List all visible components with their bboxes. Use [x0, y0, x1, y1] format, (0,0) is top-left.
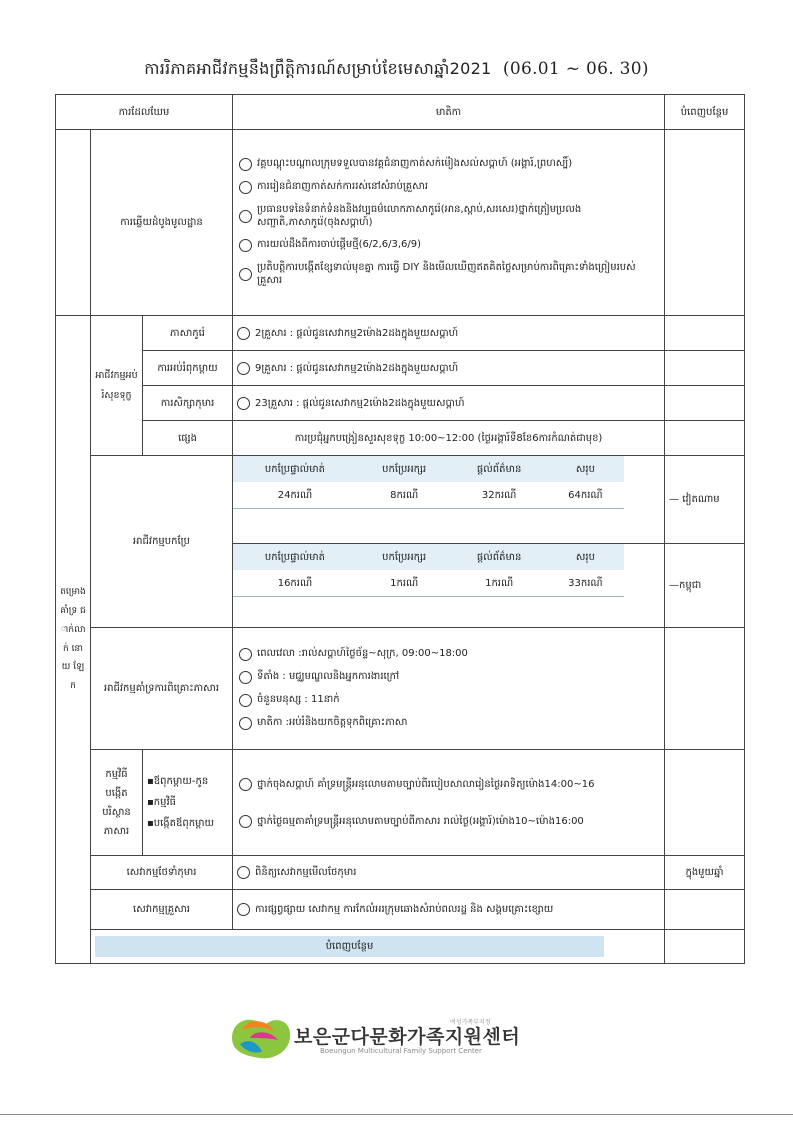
translation-label: អាជីវកម្មបកប្រែ: [91, 456, 233, 628]
visit-row: [56, 386, 745, 421]
table-cell: 24ករណី: [233, 482, 357, 509]
radio-circle-icon: [239, 815, 252, 828]
visit-text: 9គ្រួសារ : ផ្តល់ជូនសេវាកម្ម2ម៉ោង2ដងក្នុងមួយសប្តាហ៍: [255, 362, 459, 374]
visit-row: [56, 421, 745, 456]
child-service-text: ពិនិត្យសេវាកម្មមើលថែកុមារ: [255, 867, 357, 878]
program-bullet: ▪កម្មវិធី: [147, 797, 176, 808]
visit-row: [56, 316, 745, 351]
counseling-item: ពេលវេលា :រាល់សប្តាហ៍ថ្ងៃច័ន្ទ~សុក្រ, 09:00~18:00: [257, 647, 468, 659]
education-row: [56, 130, 745, 316]
table-cell: 8ករណី: [357, 482, 452, 509]
supplement-row: [56, 930, 745, 964]
header-category: ការដែលឃែម: [56, 95, 233, 130]
title-text: ការរិភាគអាជីវកម្មនឹងព្រឹត្តិការណ៍សម្រាប់ខែមេសាឆ្នាំ2021: [144, 59, 492, 78]
header-content: មាតិកា: [233, 95, 665, 130]
col-header: ផ្តល់ព័ត៌មាន: [451, 456, 546, 482]
family-service-content: [233, 890, 665, 930]
program-label: [91, 750, 143, 856]
radio-circle-icon: [237, 327, 250, 340]
child-service-row: [56, 856, 745, 890]
table-cell: 32ករណី: [451, 482, 546, 509]
table-cell: 1ករណី: [357, 570, 452, 597]
radio-circle-icon: [237, 397, 250, 410]
counseling-item: ទីតាំង : មជ្ឈមណ្ឌលនិងអ្នកការងារក្រៅ: [257, 670, 400, 682]
visit-label-korean: ភាសាកូរ៉េ: [143, 316, 233, 351]
visit-label-parent: ការអប់រំពុកម្តាយ: [143, 351, 233, 386]
program-label-line: ភាសារ: [103, 825, 130, 837]
radio-circle-icon: [239, 158, 252, 171]
visit-text: 2គ្រួសារ : ផ្តល់ជូនសេវាកម្ម2ម៉ោង2ដងក្នុងមួយសប្តាហ៍: [255, 327, 459, 339]
radio-circle-icon: [239, 239, 252, 252]
child-service-note: ក្នុងមួយឆ្នាំ: [665, 856, 745, 890]
program-bullet: ▪បង្កើតឪពុកម្តាយ: [147, 818, 215, 829]
counseling-item: មាតិកា :អប់រំនិងយកចិត្តទុកពិគ្រោះភាសា: [257, 716, 408, 728]
radio-circle-icon: [239, 694, 252, 707]
title-date-range: (06.01 ~ 06. 30): [502, 59, 649, 79]
education-option: ការរៀនជំនាញកាត់សក់ការរស់នៅសំរាប់គ្រួសារ: [257, 181, 429, 193]
supplement-label: បំពេញបន្ថែម: [95, 936, 604, 957]
visit-other-content: ការប្រជុំអ្នកបង្រៀនសួរសុខទុក្ខ 10:00~12:00 (ថ្ងៃអង្គារ៍ទី8ខែ6ការកំណត់ជាមុខ): [233, 421, 665, 456]
education-option: ប្រតិបត្តិការបង្កើតខ្សែទាល់មុខគ្នា ការធ្វើ DIY និងមើលឃើញឥតគិតថ្លៃសម្រាប់ការពិគ្រោះទាំងព្រៀមរបស់គ្រួសារ: [257, 262, 636, 286]
program-label-line: បង្កើតបរិស្ថាន: [102, 787, 131, 818]
col-header: សរុប: [547, 544, 624, 570]
child-service-label: សេវាកម្មថែទាំកុមារ: [91, 856, 233, 890]
visit-group-label: អាជីវកម្មអប់រំសុខទុក្ខ: [91, 316, 143, 456]
table-cell: 1ករណី: [451, 570, 546, 597]
translation-note-cambodia: —កម្ពុជា: [665, 544, 745, 628]
visit-row: [56, 351, 745, 386]
education-option: ប្រធានបទនៃទំនាក់ទំនងនិងវប្បធម៌លោកភាសាកូរ៉េ(អាន,ស្តាប់,សរសេរ)ថ្នាក់ត្រៀមប្រលងសញ្ជាតិ,ភាសាកូរ៉េ(ចុងសប្តាហ៍): [257, 204, 582, 228]
translation-table-2: [233, 544, 665, 628]
table-cell: 16ករណី: [233, 570, 357, 597]
program-bullet: ▪ឪពុកម្តាយ-កូន: [147, 776, 209, 787]
education-option: ការយល់ដឹងពីការចាប់ផ្តើមថ្មី(6/2,6/3,6/9): [257, 239, 422, 251]
header-row: [56, 95, 745, 130]
program-bullets: [143, 750, 233, 856]
col-header: បកប្រែអក្សរ: [357, 544, 452, 570]
supplement-label-cell: [91, 930, 665, 964]
visit-text: 23គ្រួសារ : ផ្តល់ជូនសេវាកម្ម2ម៉ោង2ដងក្នុងមួយសប្តាហ៍: [255, 397, 465, 409]
radio-circle-icon: [239, 268, 252, 281]
visit-label-child: ការសិក្សាកុមារ: [143, 386, 233, 421]
family-service-text: ការផ្សព្វផ្សាយ សេវាកម្ម ការកែលំអរក្រុមឆោងសំរាប់ពលរដ្ឋ និង សង្គមគ្រោះខ្សោយ: [255, 904, 554, 915]
col-header: បកប្រែផ្ទាល់មាត់: [233, 456, 357, 482]
radio-circle-icon: [237, 866, 250, 879]
visit-child-content: [233, 386, 665, 421]
col-header: សរុប: [547, 456, 624, 482]
logo-name: 보은군다문화가족지원센터: [294, 1026, 521, 1048]
visit-label-other: ផ្សេង: [143, 421, 233, 456]
report-table: [55, 94, 745, 964]
radio-circle-icon: [239, 648, 252, 661]
family-service-row: [56, 890, 745, 930]
program-item: ថ្នាក់ចុងសប្តាហ៍ គាំទ្រមន្ត្រីអនុលោមតាមច្បាប់ពីរបៀបសាលារៀនថ្ងៃអាទិត្យម៉ោង14:00~16: [257, 778, 595, 790]
translation-table-1: [233, 456, 665, 544]
header-notes: បំពេញបន្ថែម: [665, 95, 745, 130]
col-header: ផ្តល់ព័ត៌មាន: [451, 544, 546, 570]
col-header: បកប្រែផ្ទាល់មាត់: [233, 544, 357, 570]
radio-circle-icon: [239, 181, 252, 194]
support-group-label: តម្រោងគាំទ្រ ជាក់លាក់ នោយ ឡែក: [56, 316, 91, 964]
visit-korean-content: [233, 316, 665, 351]
document-title: [0, 58, 793, 82]
col-header: បកប្រែអក្សរ: [357, 456, 452, 482]
radio-circle-icon: [237, 362, 250, 375]
counseling-content: [233, 628, 665, 750]
counseling-label: អាជីវកម្មគាំទ្រការពិគ្រោះភាសារ: [91, 628, 233, 750]
logo-subtitle: Boeungun Multicultural Family Support Center: [320, 1047, 482, 1055]
counseling-item: ចំនួនមនុស្ស : 11នាក់: [257, 693, 340, 705]
education-content: [233, 130, 665, 316]
radio-circle-icon: [237, 903, 250, 916]
child-service-content: [233, 856, 665, 890]
logo-designation: 여성가족부지정: [450, 1019, 491, 1026]
table-cell: 64ករណី: [547, 482, 624, 509]
page-bottom-line: [0, 1114, 793, 1115]
education-label: ការឆ្លើយដំបូងមូលដ្ឋាន: [91, 130, 233, 316]
visit-parent-content: [233, 351, 665, 386]
radio-circle-icon: [239, 717, 252, 730]
radio-circle-icon: [239, 778, 252, 791]
family-service-label: សេវាកម្មគ្រួសារ: [91, 890, 233, 930]
radio-circle-icon: [239, 210, 252, 223]
education-option: វគ្គបណ្តុះបណ្តាលក្រុមទទួលបានវគ្គជំនាញកាត់សក់ម៉ៀងសល់សប្តាហ៍ (អង្គារ៍,ព្រហស្បិ៍): [257, 158, 573, 170]
program-row: [56, 750, 745, 856]
radio-circle-icon: [239, 671, 252, 684]
translation-note-vietnam: — វៀតណាម: [665, 456, 745, 544]
translation-row: [56, 456, 745, 544]
counseling-row: [56, 628, 745, 750]
program-item: ថ្នាក់ថ្ងៃធម្មតាគាំទ្រមន្ត្រីអនុលោមតាមច្បាប់ពីភាសារ រាល់ថ្ងៃ(អង្គារ៍)ម៉ោង10~ម៉ោង16:00: [257, 815, 584, 827]
program-label-line: កម្មវិធី: [105, 768, 128, 780]
table-cell: 33ករណី: [547, 570, 624, 597]
program-content: [233, 750, 665, 856]
